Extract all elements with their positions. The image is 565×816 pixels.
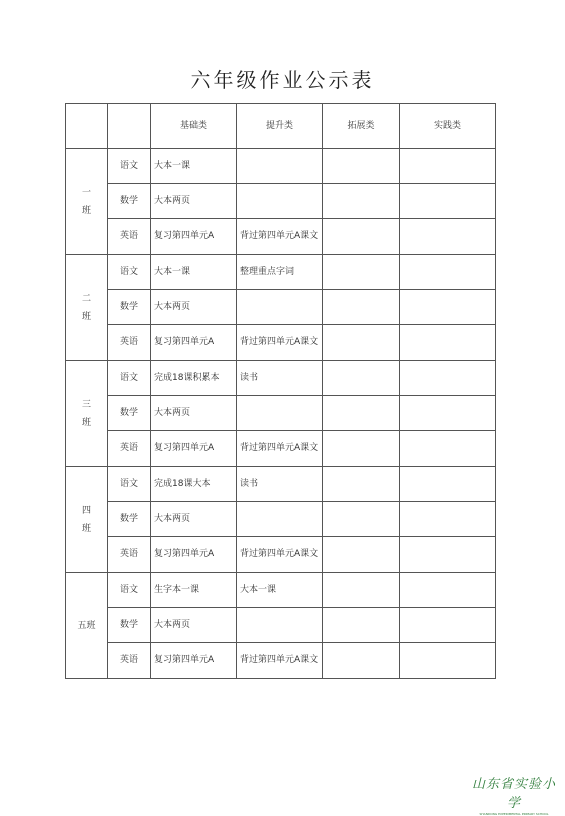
improve-cell: 背过第四单元A课文 bbox=[237, 643, 323, 679]
table-row bbox=[66, 149, 496, 184]
extend-cell bbox=[323, 149, 400, 184]
extend-cell bbox=[323, 219, 400, 255]
extend-cell bbox=[323, 502, 400, 537]
page-title: 六年级作业公示表 bbox=[190, 68, 375, 92]
practice-cell bbox=[400, 184, 496, 219]
improve-cell: 背过第四单元A课文 bbox=[237, 325, 323, 361]
basic-cell: 复习第四单元A bbox=[151, 325, 237, 361]
homework-table bbox=[65, 103, 496, 679]
improve-cell: 背过第四单元A课文 bbox=[237, 431, 323, 467]
practice-cell bbox=[400, 643, 496, 679]
extend-cell bbox=[323, 573, 400, 608]
subject-cell: 数学 bbox=[108, 396, 151, 431]
school-logo bbox=[466, 773, 562, 816]
header-cell-class bbox=[66, 104, 108, 149]
table-row bbox=[66, 573, 496, 608]
table-row bbox=[66, 643, 496, 679]
class-name-cell bbox=[66, 573, 108, 679]
table-row bbox=[66, 467, 496, 502]
basic-cell: 生字本一课 bbox=[151, 573, 237, 608]
basic-cell: 大本一课 bbox=[151, 149, 237, 184]
improve-cell: 大本一课 bbox=[237, 573, 323, 608]
table-row bbox=[66, 325, 496, 361]
extend-cell bbox=[323, 255, 400, 290]
basic-cell: 复习第四单元A bbox=[151, 431, 237, 467]
practice-cell bbox=[400, 325, 496, 361]
subject-cell: 语文 bbox=[108, 467, 151, 502]
basic-cell: 大本两页 bbox=[151, 608, 237, 643]
basic-cell: 复习第四单元A bbox=[151, 643, 237, 679]
improve-cell bbox=[237, 290, 323, 325]
improve-cell bbox=[237, 608, 323, 643]
improve-cell bbox=[237, 502, 323, 537]
table-row bbox=[66, 290, 496, 325]
practice-cell bbox=[400, 396, 496, 431]
improve-cell: 整理重点字词 bbox=[237, 255, 323, 290]
extend-cell bbox=[323, 290, 400, 325]
table-row bbox=[66, 608, 496, 643]
subject-cell: 数学 bbox=[108, 608, 151, 643]
header-cell-subject bbox=[108, 104, 151, 149]
improve-cell bbox=[237, 396, 323, 431]
table-row bbox=[66, 431, 496, 467]
improve-cell: 背过第四单元A课文 bbox=[237, 219, 323, 255]
practice-cell bbox=[400, 502, 496, 537]
class-name: 三班 bbox=[82, 399, 92, 428]
practice-cell bbox=[400, 467, 496, 502]
practice-cell bbox=[400, 573, 496, 608]
subject-cell: 英语 bbox=[108, 431, 151, 467]
header-cell-improve: 提升类 bbox=[237, 104, 323, 149]
table-row bbox=[66, 184, 496, 219]
basic-cell: 大本两页 bbox=[151, 290, 237, 325]
improve-cell bbox=[237, 149, 323, 184]
extend-cell bbox=[323, 361, 400, 396]
improve-cell: 背过第四单元A课文 bbox=[237, 537, 323, 573]
header-cell-practice: 实践类 bbox=[400, 104, 496, 149]
school-logo-name-en: SHANDONG EXPERIMENTAL PRIMARY SCHOOL bbox=[479, 812, 549, 816]
practice-cell bbox=[400, 219, 496, 255]
subject-cell: 语文 bbox=[108, 361, 151, 396]
extend-cell bbox=[323, 396, 400, 431]
subject-cell: 数学 bbox=[108, 184, 151, 219]
improve-cell bbox=[237, 184, 323, 219]
class-name-cell bbox=[66, 361, 108, 467]
subject-cell: 英语 bbox=[108, 643, 151, 679]
class-name: 二班 bbox=[82, 293, 92, 322]
class-name: 五班 bbox=[77, 620, 96, 631]
subject-cell: 英语 bbox=[108, 537, 151, 573]
table-row bbox=[66, 502, 496, 537]
practice-cell bbox=[400, 361, 496, 396]
school-logo-name-cn: 山东省实验小学 bbox=[471, 777, 556, 811]
subject-cell: 英语 bbox=[108, 325, 151, 361]
basic-cell: 大本两页 bbox=[151, 502, 237, 537]
extend-cell bbox=[323, 537, 400, 573]
practice-cell bbox=[400, 431, 496, 467]
class-name-cell bbox=[66, 149, 108, 255]
class-name-cell bbox=[66, 255, 108, 361]
subject-cell: 英语 bbox=[108, 219, 151, 255]
header-row bbox=[66, 104, 496, 149]
subject-cell: 语文 bbox=[108, 255, 151, 290]
basic-cell: 复习第四单元A bbox=[151, 537, 237, 573]
header-cell-extend: 拓展类 bbox=[323, 104, 400, 149]
table-row bbox=[66, 396, 496, 431]
header-cell-basic: 基础类 bbox=[151, 104, 237, 149]
basic-cell: 大本两页 bbox=[151, 184, 237, 219]
class-name: 四班 bbox=[82, 505, 92, 534]
class-name-cell bbox=[66, 467, 108, 573]
class-name: 一班 bbox=[82, 187, 92, 216]
extend-cell bbox=[323, 184, 400, 219]
improve-cell: 读书 bbox=[237, 361, 323, 396]
table-row bbox=[66, 361, 496, 396]
extend-cell bbox=[323, 431, 400, 467]
subject-cell: 数学 bbox=[108, 502, 151, 537]
practice-cell bbox=[400, 149, 496, 184]
table-row bbox=[66, 219, 496, 255]
practice-cell bbox=[400, 290, 496, 325]
practice-cell bbox=[400, 608, 496, 643]
basic-cell: 大本两页 bbox=[151, 396, 237, 431]
extend-cell bbox=[323, 467, 400, 502]
basic-cell: 完成18课积累本 bbox=[151, 361, 237, 396]
practice-cell bbox=[400, 255, 496, 290]
basic-cell: 完成18课大本 bbox=[151, 467, 237, 502]
table-row bbox=[66, 537, 496, 573]
extend-cell bbox=[323, 608, 400, 643]
subject-cell: 语文 bbox=[108, 149, 151, 184]
extend-cell bbox=[323, 325, 400, 361]
extend-cell bbox=[323, 643, 400, 679]
table-row bbox=[66, 255, 496, 290]
basic-cell: 大本一课 bbox=[151, 255, 237, 290]
improve-cell: 读书 bbox=[237, 467, 323, 502]
subject-cell: 数学 bbox=[108, 290, 151, 325]
practice-cell bbox=[400, 537, 496, 573]
subject-cell: 语文 bbox=[108, 573, 151, 608]
basic-cell: 复习第四单元A bbox=[151, 219, 237, 255]
